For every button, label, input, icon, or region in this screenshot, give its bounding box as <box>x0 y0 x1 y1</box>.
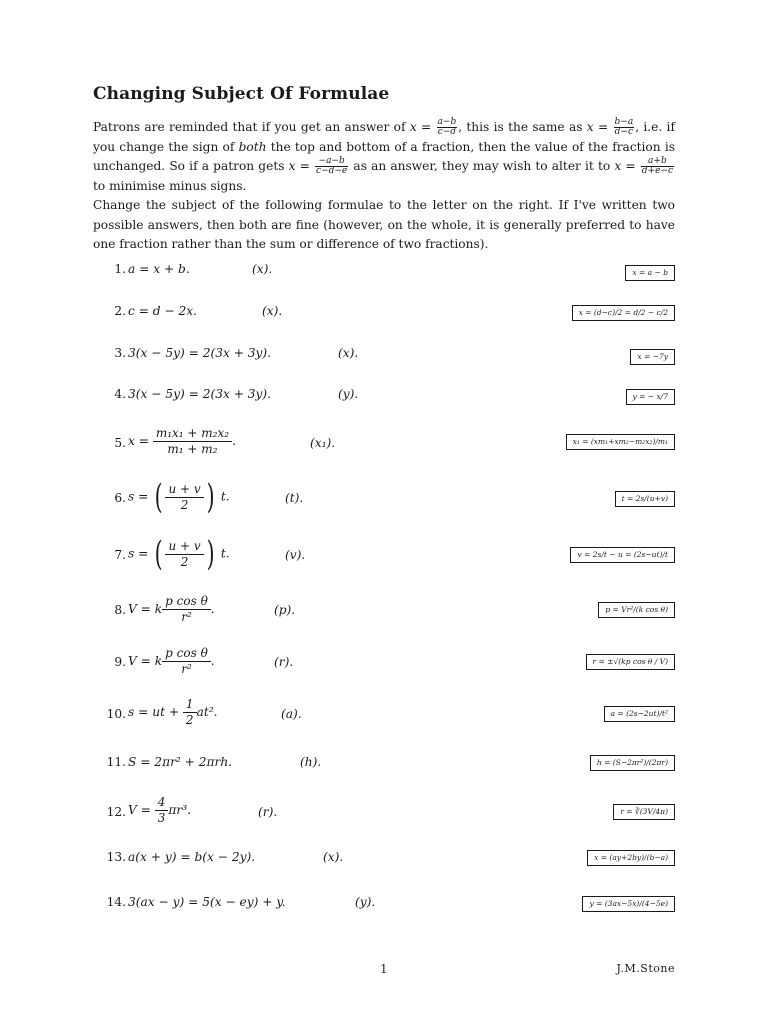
problem-number: 5. <box>114 436 126 450</box>
problem-formula: 3(x − 5y) = 2(3x + 3y). <box>128 346 272 360</box>
formula-lhs: V = <box>128 803 155 817</box>
problem-formula <box>128 697 218 728</box>
problem-formula: 3(ax − y) = 5(x − ey) + y. <box>128 895 286 909</box>
problem-number: 8. <box>114 603 126 617</box>
formula-fraction <box>153 426 232 457</box>
problem-variable: (r). <box>258 805 278 819</box>
left-paren: ( <box>154 534 163 574</box>
formula-fraction <box>162 594 211 625</box>
problem-variable: (v). <box>285 548 306 562</box>
answer-box: v = 2s/t − u = (2s−ut)/t <box>570 547 675 563</box>
problem-number: 12. <box>106 805 126 819</box>
fraction-denominator: 3 <box>157 811 166 825</box>
problem-number: 4. <box>114 387 126 401</box>
problem-variable: (x). <box>262 304 283 318</box>
problem-number: 14. <box>106 895 126 909</box>
fraction-numerator: u + v <box>165 539 203 555</box>
problem-number: 2. <box>114 304 126 318</box>
problem-variable: (r). <box>274 655 294 669</box>
answer-box: y = − x/7 <box>626 389 676 405</box>
fraction-denominator: r² <box>181 610 192 624</box>
problem-formula: 3(x − 5y) = 2(3x + 3y). <box>128 387 272 401</box>
fraction-numerator: p cos θ <box>162 646 211 662</box>
eq2-denominator: d−c <box>614 127 634 137</box>
problem-formula: S = 2πr² + 2πrh. <box>128 755 233 769</box>
eq2-numerator: b−a <box>614 117 634 127</box>
problem-number: 7. <box>114 548 126 562</box>
fraction-denominator: 2 <box>185 713 194 727</box>
problem-formula: c = d − 2x. <box>128 304 198 318</box>
fraction-numerator: 1 <box>183 697 197 713</box>
problem-formula <box>128 594 215 625</box>
fraction-numerator: p cos θ <box>162 594 211 610</box>
fraction-denominator: r² <box>181 662 192 676</box>
eq1-denominator: c−d <box>437 127 457 137</box>
problem-variable: (h). <box>300 755 322 769</box>
answer-box: r = ±√(kp cos θ / V) <box>586 654 675 670</box>
problem-variable: (t). <box>285 491 304 505</box>
problem-number: 6. <box>114 491 126 505</box>
problem-variable: (x). <box>323 850 344 864</box>
problem-formula <box>128 646 215 677</box>
eq1-lhs: x = <box>409 120 436 134</box>
intro-text-6: to minimise minus signs. <box>93 178 247 193</box>
formula-tail: . <box>210 654 215 668</box>
formula-tail: . <box>210 602 215 616</box>
formula-tail: t. <box>216 546 230 561</box>
formula-lhs: s = ut + <box>128 705 183 719</box>
fraction-numerator: u + v <box>165 482 203 498</box>
page-title: Changing Subject Of Formulae <box>93 84 390 104</box>
fraction-denominator: 2 <box>180 497 189 512</box>
eq2-fraction <box>614 118 635 137</box>
eq3-numerator: −a−b <box>315 157 348 167</box>
formula-lhs: x = <box>128 434 153 448</box>
problem-variable: (p). <box>274 603 296 617</box>
formula-fraction <box>162 646 211 677</box>
formula-lhs: s = <box>128 489 153 504</box>
intro-text-3: , i.e. if you change the sign of <box>93 120 675 154</box>
problem-formula: a(x + y) = b(x − 2y). <box>128 850 256 864</box>
problem-formula <box>128 477 230 517</box>
answer-box: x = (d−c)/2 = d/2 − c/2 <box>572 305 675 321</box>
instructions-paragraph: Change the subject of the following formulae to the letter on the right. If I've written two possible answers, then both are fine (however, on the whole, it is generally preferred to have one fraction rather than the sum or difference of two fractions). <box>93 198 675 251</box>
answer-box: h = (S−2πr²)/(2πr) <box>590 755 675 771</box>
formula-tail: πr³. <box>168 803 192 817</box>
eq4-denominator: d+e−c <box>641 166 673 176</box>
problem-number: 1. <box>114 262 126 276</box>
formula-lhs: s = <box>128 546 153 561</box>
formula-fraction <box>155 795 169 826</box>
fraction-denominator: 2 <box>180 554 189 569</box>
problem-number: 3. <box>114 346 126 360</box>
problem-variable: (x). <box>338 346 359 360</box>
right-paren: ) <box>206 477 215 517</box>
author-name: J.M.Stone <box>616 962 675 975</box>
formula-lhs: V = k <box>128 654 163 668</box>
eq4-numerator: a+b <box>641 157 674 167</box>
problem-number: 10. <box>106 707 126 721</box>
answer-box: r = ∛(3V/4π) <box>613 804 675 820</box>
intro-text-4: the top and bottom of a fraction, then the value of the fraction is unchanged. So if a patron gets <box>93 139 675 173</box>
answer-box: x = (ay+2by)/(b−a) <box>587 850 675 866</box>
eq4-lhs: x = <box>614 159 640 173</box>
answer-box: x₁ = (xm₁+xm₂−m₂x₂)/m₁ <box>566 434 675 450</box>
formula-tail: t. <box>216 489 230 504</box>
eq2-lhs: x = <box>586 120 613 134</box>
problem-variable: (y). <box>338 387 359 401</box>
answer-box: p = Vr²/(k cos θ) <box>598 602 675 618</box>
answer-box: x = a − b <box>625 265 675 281</box>
problem-number: 9. <box>114 655 126 669</box>
problem-variable: (y). <box>355 895 376 909</box>
page-number: 1 <box>380 962 388 976</box>
problem-variable: (a). <box>281 707 302 721</box>
formula-fraction <box>165 482 203 513</box>
intro-text-5: as an answer, they may wish to alter it to <box>349 159 615 173</box>
problem-variable: (x). <box>252 262 273 276</box>
left-paren: ( <box>154 477 163 517</box>
eq3-lhs: x = <box>288 159 315 173</box>
problem-formula <box>128 534 230 574</box>
intro-text-2: , this is the same as <box>458 120 587 134</box>
answer-box: t = 2s/(u+v) <box>615 491 675 507</box>
formula-fraction <box>183 697 197 728</box>
right-paren: ) <box>206 534 215 574</box>
eq1-fraction <box>437 118 458 137</box>
formula-tail: at². <box>196 705 218 719</box>
eq1-numerator: a−b <box>437 117 457 127</box>
formula-lhs: V = k <box>128 602 163 616</box>
problem-variable: (x₁). <box>310 436 336 450</box>
eq3-denominator: c−d−e <box>316 166 348 176</box>
problem-number: 11. <box>106 755 126 769</box>
eq4-fraction <box>641 157 674 176</box>
problem-formula <box>128 795 191 826</box>
problem-number: 13. <box>106 850 126 864</box>
answer-box: x = −7y <box>630 349 675 365</box>
fraction-denominator: m₁ + m₂ <box>167 442 218 456</box>
intro-text-1: Patrons are reminded that if you get an answer of <box>93 120 410 134</box>
problem-formula: x = $\frac{\text{m₁x₁ + m₂x₂}}{\text{m₁ + m₂}}$ . <box>128 426 236 456</box>
answer-box: a = (2s−2ut)/t² <box>604 706 675 722</box>
answer-box: y = (3ax−5x)/(4−5e) <box>582 896 675 912</box>
intro-emphasis: both <box>238 139 267 154</box>
eq3-fraction <box>315 157 348 176</box>
problem-formula: a = x + b. <box>128 262 190 276</box>
intro-paragraph <box>93 118 675 196</box>
fraction-numerator: 4 <box>155 795 169 811</box>
formula-fraction <box>165 539 203 570</box>
fraction-numerator: m₁x₁ + m₂x₂ <box>153 426 232 442</box>
